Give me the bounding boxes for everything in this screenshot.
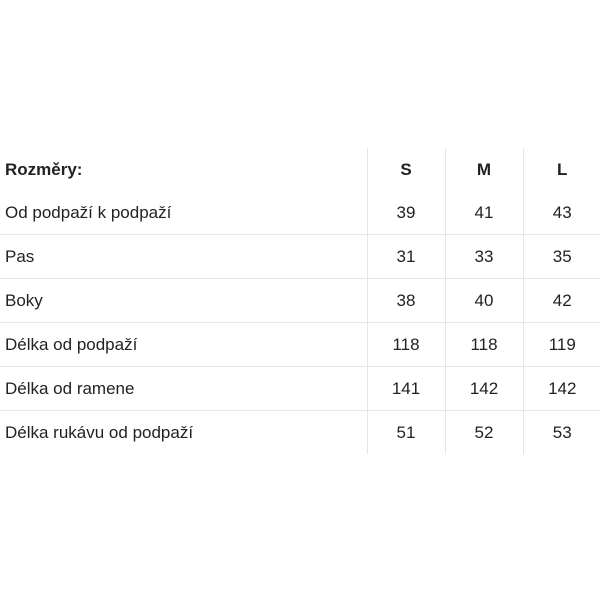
header-size-s: S [367,148,445,191]
value-s: 31 [367,235,445,279]
value-m: 41 [445,191,523,235]
value-l: 119 [523,323,600,367]
table-header-row [0,148,600,191]
row-label: Délka od podpaží [0,323,367,367]
table-row [0,279,600,323]
header-size-l: L [523,148,600,191]
row-label: Délka rukávu od podpaží [5,422,194,442]
value-m: 33 [445,235,523,279]
value-m: 118 [445,323,523,367]
table-row [0,323,600,367]
row-label: Od podpaží k podpaží [0,191,367,235]
value-l: 43 [523,191,600,235]
table-row [0,235,600,279]
value-m: 142 [445,367,523,411]
row-label: Délka od ramene [0,367,367,411]
table-row [0,191,600,235]
row-label: Boky [0,279,367,323]
value-s: 39 [367,191,445,235]
value-s: 51 [367,411,445,455]
value-s: 118 [367,323,445,367]
table-row [0,411,600,455]
value-s: 141 [367,367,445,411]
size-table [0,148,600,454]
header-size-m: M [445,148,523,191]
value-l: 42 [523,279,600,323]
row-label: Pas [0,235,367,279]
table-row [0,367,600,411]
value-l: 53 [523,411,600,455]
value-m: 52 [445,411,523,455]
value-m: 40 [445,279,523,323]
value-l: 35 [523,235,600,279]
header-label: Rozměry: [5,159,83,179]
value-l: 142 [523,367,600,411]
value-s: 38 [367,279,445,323]
